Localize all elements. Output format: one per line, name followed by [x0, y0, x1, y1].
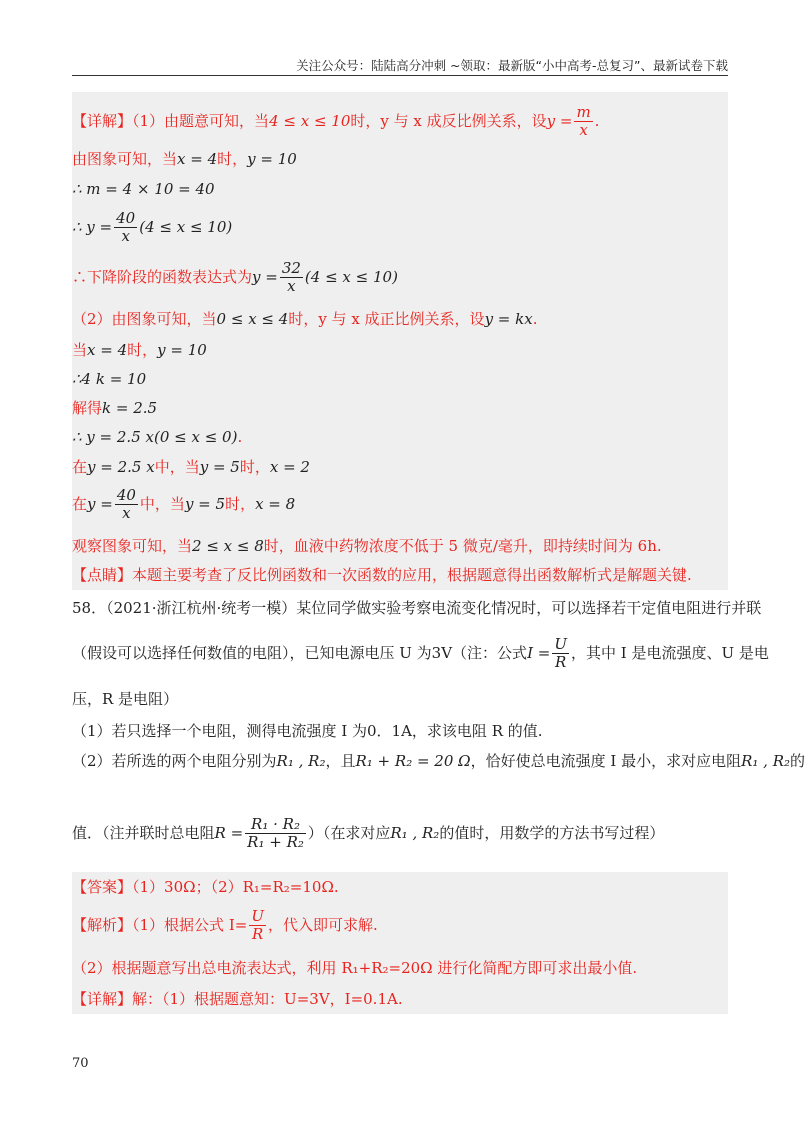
problem-line-5: （2）若所选的两个电阻分别为R₁ , R₂，且R₁ + R₂ = 20 Ω，恰好使总电流强度 I 最小，求对应电阻R₁ , R₂的 — [72, 752, 805, 770]
solution-line-7: 当x = 4时，y = 10 — [72, 341, 207, 359]
answer-tag: 【答案】 — [72, 878, 133, 896]
problem-line-2: （假设可以选择任何数值的电阻），已知电源电压 U 为3V（注：公式I = $\frac{U}{R}$ ，其中 I 是电流强度、U 是电 — [72, 635, 769, 672]
fraction: $\frac{U}{R}$ — [554, 635, 567, 672]
answer-line-3: （2）根据题意写出总电流表达式，利用 R₁+R₂=20Ω 进行化简配方即可求出最小值. — [72, 959, 638, 977]
solution-line-3: ∴ m = 4 × 10 = 40 — [72, 180, 215, 198]
solution-line-6: （2）由图象可知，当0 ≤ x ≤ 4时，y 与 x 成正比例关系，设y = kx. — [72, 310, 538, 328]
solution-line-10: ∴ y = 2.5 x(0 ≤ x ≤ 0). — [72, 428, 243, 446]
answer-line-4: 【详解】解：（1）根据题意知：U=3V，I=0.1A. — [72, 990, 403, 1008]
analysis-tag: 【解析】 — [72, 915, 133, 934]
answer-line-2: 【解析】（1）根据公式 I= $\frac{U}{R}$ ，代入即可求解. — [72, 907, 378, 944]
problem-line-4: （1）若只选择一个电阻，测得电流强度 I 为0．1A，求该电阻 R 的值. — [72, 722, 543, 740]
solution-line-4: ∴ y = $\frac{40}{x}$ (4 ≤ x ≤ 10) — [72, 209, 233, 246]
page-header: 关注公众号：陆陆高分冲刺 ~领取：最新版“小中高考-总复习”、最新试卷下载 — [296, 58, 728, 73]
fraction: $\frac{m}{x}$ — [576, 103, 591, 140]
header-rule — [72, 75, 728, 76]
solution-line-12: 在y = $\frac{40}{x}$ 中，当y = 5时，x = 8 — [72, 486, 296, 523]
fraction: $\frac{40}{x}$ — [116, 209, 136, 246]
fraction: $\frac{40}{x}$ — [116, 486, 136, 523]
detail-tag-2: 【详解】 — [72, 990, 133, 1008]
solution-line-14: 【点睛】本题主要考查了反比例函数和一次函数的应用，根据题意得出函数解析式是解题关键. — [72, 566, 692, 584]
solution-line-9: 解得k = 2.5 — [72, 399, 158, 417]
solution-line-5: ∴下降阶段的函数表达式为y = $\frac{32}{x}$ (4 ≤ x ≤ 10) — [72, 259, 398, 296]
problem-line-1: 58．（2021·浙江杭州·统考一模）某位同学做实验考察电流变化情况时，可以选择若干定值电阻进行并联 — [72, 599, 762, 617]
solution-line-11: 在y = 2.5 x中，当y = 5时，x = 2 — [72, 458, 310, 476]
problem-line-3: 压，R 是电阻） — [72, 690, 179, 708]
solution-line-1: 【详解】（1）由题意可知，当4 ≤ x ≤ 10时，y 与 x 成反比例关系，设y = $\frac{m}{x}$ . — [72, 103, 600, 140]
page-number: 70 — [72, 1056, 89, 1071]
solution-line-13: 观察图象可知，当2 ≤ x ≤ 8时，血液中药物浓度不低于 5 微克/毫升，即持续时间为 6h. — [72, 537, 662, 555]
comment-tag: 【点睛】 — [72, 566, 133, 584]
problem-line-6: 值．（注并联时总电阻R = $\frac{\text{R₁ · R₂}}{\text{R₁ + R₂}}$ ）（在求对应R₁ , R₂的值时，用数学的方法书写过程） — [72, 815, 665, 852]
fraction: $\frac{\text{R₁ · R₂}}{\text{R₁ + R₂}}$ — [247, 815, 304, 852]
solution-line-8: ∴4 k = 10 — [72, 370, 147, 388]
fraction: $\frac{U}{R}$ — [251, 907, 264, 944]
solution-line-2: 由图象可知，当x = 4时，y = 10 — [72, 150, 297, 168]
detail-tag: 【详解】 — [72, 111, 133, 130]
answer-line-1: 【答案】（1）30Ω；（2）R₁=R₂=10Ω. — [72, 878, 339, 896]
fraction: $\frac{32}{x}$ — [281, 259, 301, 296]
